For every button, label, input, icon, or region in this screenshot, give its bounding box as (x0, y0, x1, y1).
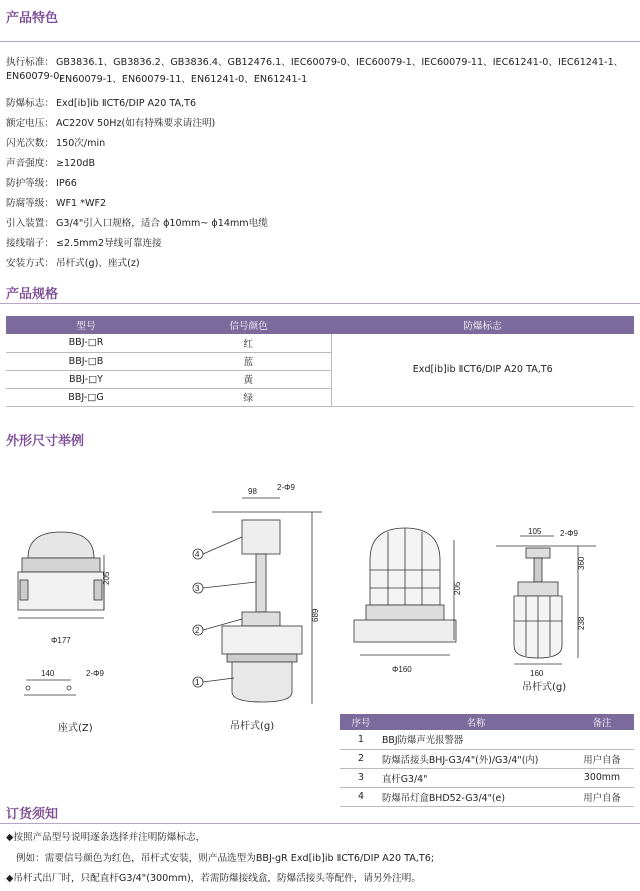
guarded-lamp-drawing (350, 520, 470, 680)
parts-table (340, 714, 634, 807)
dim-phi160: Φ160 (392, 665, 412, 674)
caption-pole-1: 吊杆式(g) (230, 721, 275, 732)
parts-header-no: 序号 (340, 714, 382, 730)
spec-rule (0, 303, 640, 304)
spec-color: 蓝 (166, 352, 331, 370)
dim-238: 238 (577, 616, 586, 630)
feature-label: 额定电压： (6, 118, 54, 129)
dim-105: 105 (528, 527, 542, 536)
pole-guarded-lamp-drawing (496, 526, 616, 686)
order-line-2: 例如：需要信号颜色为红色，吊杆式安装，则产品选型为BBJ-gR Exd[ib]ib ⅡCT6/DIP A20 TA,T6; (16, 853, 435, 864)
parts-note: 用户自备 (570, 787, 634, 806)
spec-header-mark: 防爆标志 (331, 316, 634, 334)
feature-label: 防腐等级： (6, 198, 54, 209)
dim-360: 360 (577, 556, 586, 570)
feature-value: G3/4"引入口规格，适合 ϕ10mm~ ϕ14mm电缆 (56, 218, 268, 229)
feature-label: 引入装置： (6, 218, 54, 229)
features-rule (0, 41, 640, 42)
parts-name: 直杆G3/4" (382, 768, 570, 787)
spec-header-color: 信号颜色 (166, 316, 331, 334)
parts-no: 4 (340, 787, 382, 806)
order-line-3: ◆吊杆式出厂时，只配直杆G3/4"(300mm)，若需防爆接线盒，防爆活接头等配件，请另外注明。 (6, 873, 421, 884)
callout-1: 1 (195, 678, 200, 687)
spec-color: 绿 (166, 388, 331, 406)
parts-note (570, 730, 634, 749)
dim-2phi9c: 2-Φ9 (560, 529, 578, 538)
feature-row (6, 257, 636, 271)
parts-no: 3 (340, 768, 382, 787)
parts-header-note: 备注 (570, 714, 634, 730)
caption-pole-2: 吊杆式(g) (522, 682, 567, 693)
spec-title: 产品规格 (6, 287, 59, 302)
callout-4: 4 (195, 550, 200, 559)
order-line-1: ◆按照产品型号说明逐条选择并注明防爆标志， (6, 832, 206, 843)
feature-value: GB3836.1、GB3836.2、GB3836.4、GB12476.1、IEC60079-0、IEC60079-1、IEC60079-11、IEC61241-0、IEC61241-1、EN60079-0、 (6, 57, 624, 82)
feature-row (6, 197, 636, 211)
spec-color: 黄 (166, 370, 331, 388)
feature-label: 闪光次数： (6, 138, 54, 149)
feature-label: 防爆标志： (6, 98, 54, 109)
feature-label: 执行标准： (6, 57, 54, 68)
dims-title: 外形尺寸举例 (6, 434, 85, 449)
dim-160: 160 (530, 669, 544, 678)
spec-table (6, 316, 634, 407)
dim-98: 98 (248, 487, 257, 496)
order-rule (0, 823, 640, 824)
feature-label: 声音强度： (6, 158, 54, 169)
feature-row (6, 157, 636, 171)
dim-689: 689 (311, 608, 320, 622)
parts-name: 防爆吊灯盒BHD52-G3/4"(e) (382, 787, 570, 806)
spec-model: BBJ-□B (6, 352, 166, 370)
dim-205a: 205 (102, 571, 111, 585)
feature-value: Exd[ib]ib ⅡCT6/DIP A20 TA,T6 (56, 98, 197, 109)
spec-model: BBJ-□G (6, 388, 166, 406)
dim-140: 140 (41, 669, 55, 678)
feature-row (6, 137, 636, 151)
feature-value: ≤2.5mm2导线可靠连接 (56, 238, 162, 249)
feature-row (6, 73, 636, 87)
feature-row (6, 117, 636, 131)
parts-no: 2 (340, 749, 382, 768)
spec-mark: Exd[ib]ib ⅡCT6/DIP A20 TA,T6 (331, 334, 634, 406)
feature-label: 防护等级： (6, 178, 54, 189)
parts-no: 1 (340, 730, 382, 749)
feature-row (6, 217, 636, 231)
dim-phi177: Φ177 (51, 636, 71, 645)
parts-name: BBJ防爆声光报警器 (382, 730, 570, 749)
feature-value: 150次/min (56, 138, 106, 149)
dim-2phi9b: 2-Φ9 (277, 483, 295, 492)
callout-3: 3 (195, 584, 200, 593)
spec-color: 红 (166, 334, 331, 352)
parts-note: 300mm (570, 768, 634, 787)
feature-row (6, 97, 636, 111)
table-row (6, 334, 634, 352)
parts-note: 用户自备 (570, 749, 634, 768)
parts-name: 防爆活接头BHJ-G3/4"(外)/G3/4"(内) (382, 749, 570, 768)
dim-205b: 205 (453, 581, 462, 595)
table-row (340, 749, 634, 768)
table-row (340, 768, 634, 787)
feature-value: EN60079-1、EN60079-11、EN61241-0、EN61241-1 (59, 74, 308, 85)
feature-value: 吊杆式(g)、座式(z) (56, 258, 140, 269)
feature-value: AC220V 50Hz(如有特殊要求请注明) (56, 118, 216, 129)
caption-seat: 座式(Z) (58, 723, 93, 734)
spec-header-model: 型号 (6, 316, 166, 334)
feature-label: 接线端子： (6, 238, 54, 249)
pole-type-drawing (182, 482, 332, 737)
spec-model: BBJ-□R (6, 334, 166, 352)
feature-row (6, 177, 636, 191)
feature-value: WF1 *WF2 (56, 198, 107, 209)
feature-value: IP66 (56, 178, 77, 189)
order-title: 订货须知 (6, 807, 59, 822)
feature-label: 安装方式： (6, 258, 54, 269)
features-title: 产品特色 (6, 11, 59, 26)
parts-header-name: 名称 (382, 714, 570, 730)
feature-row (6, 237, 636, 251)
dim-2phi9a: 2-Φ9 (86, 669, 104, 678)
table-row (340, 730, 634, 749)
spec-model: BBJ-□Y (6, 370, 166, 388)
callout-2: 2 (195, 626, 200, 635)
seat-type-drawing (6, 480, 136, 720)
feature-value: ≥120dB (56, 158, 96, 169)
table-row (340, 787, 634, 806)
